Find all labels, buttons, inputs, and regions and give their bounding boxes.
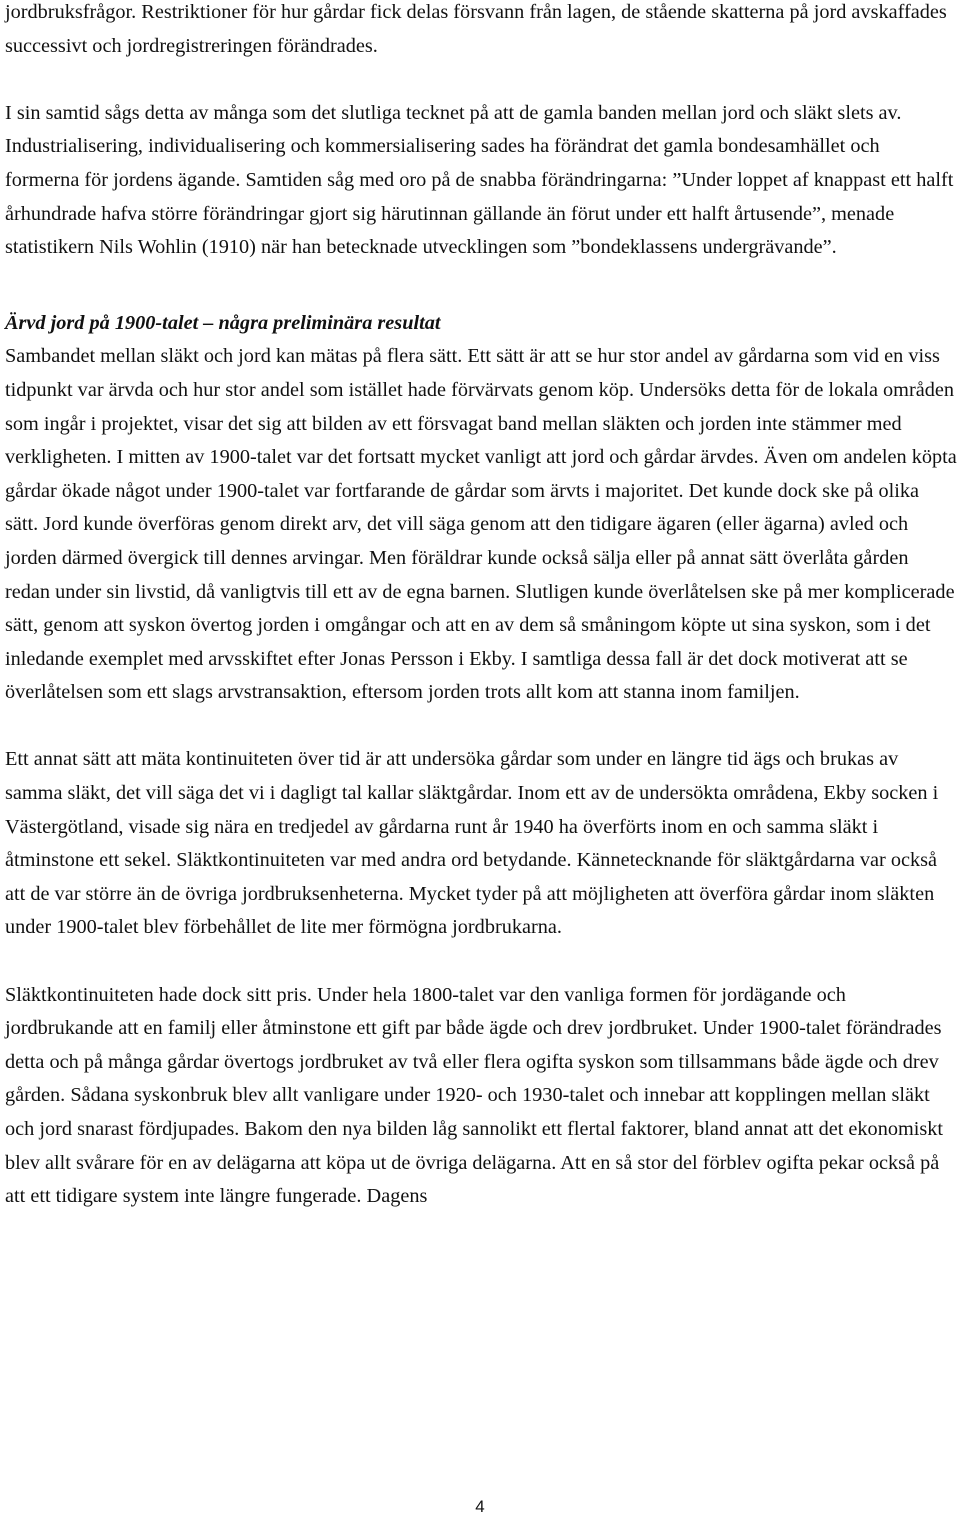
paragraph-intro-continuation: jordbruksfrågor. Restriktioner för hur gårdar fick delas försvann från lagen, de stående skatterna på jord avskaffades successivt och jordregistreringen förändrades. [5, 1, 947, 57]
paragraph-sibling-farms: Släktkontinuiteten hade dock sitt pris. Under hela 1800-talet var den vanliga formen för jordägande och jordbrukande att en familj eller åtminstone ett gift par både ägde och drev jordbruket. Under 1900-talet förändrades detta och på många gårdar övertogs jordbruket av två eller flera ogifta syskon som tillsammans både ägde och drev gården. Sådana syskonbruk blev allt vanligare under 1920- och 1930-talet och innebar att kopplingen mellan släkt och jord snarast fördjupades. Bakom den nya bilden låg sannolikt ett flertal faktorer, bland annat att det ekonomiskt blev allt svårare för en av delägarna att köpa ut de övriga delägarna. Att en så stor del förblev ogifta pekar också på att ett tidigare system inte längre fungerade. Dagens [5, 983, 944, 1208]
paragraph-contemporary-view: I sin samtid sågs detta av många som det slutliga tecknet på att de gamla banden mellan jord och släkt slets av. Industrialisering, individualisering och kommersialisering sades ha förändrat det gamla bondesamhället och formerna för jordens ägande. Samtiden såg med oro på de snabba förändringarna: ”Under loppet af knappast ett halft århundrade hafva större förändringar gjort sig härutinnan gällande än förut under ett halft årtusende”, menade statistikern Nils Wohlin (1910) när han betecknade utvecklingen som ”bondeklassens undergrävande”. [5, 101, 954, 259]
paragraph-family-farms: Ett annat sätt att mäta kontinuiteten över tid är att undersöka gårdar som under en längre tid ägs och brukas av samma släkt, det vill säga det vi i dagligt tal kallar släktgårdar. Inom ett av de undersökta områdena, Ekby socken i Västergötland, visade sig nära en tredjedel av gårdarna runt år 1940 ha överförts inom en och samma släkt i åtminstone ett sekel. Släktkontinuiteten var med andra ord betydande. Kännetecknande för släktgårdarna var också att de var större än de övriga jordbruksenheterna. Mycket tyder på att möjligheten att överföra gårdar inom släkten under 1900-talet blev förbehållet de lite mer förmögna jordbrukarna. [5, 748, 939, 939]
paragraph-inheritance-measure: Sambandet mellan släkt och jord kan mätas på flera sätt. Ett sätt är att se hur stor andel av gårdarna som vid en viss tidpunkt var ärvda och hur stor andel som istället hade förvärvats genom köp. Undersöks detta för de lokala områden som ingår i projektet, visar det sig att bilden av ett försvagat band mellan släkten och jorden inte stämmer med verkligheten. I mitten av 1900-talet var det fortsatt mycket vanligt att jord och gårdar ärvdes. Även om andelen köpta gårdar ökade något under 1900-talet var fortfarande de gårdar som ärvts i majoritet. Det kunde dock ske på olika sätt. Jord kunde överföras genom direkt arv, det vill säga genom att den tidigare ägaren (eller ägarna) avled och jorden därmed övergick till dennes arvingar. Men föräldrar kunde också sälja eller på annat sätt överlåta gården redan under sin livstid, då vanligtvis till ett av de egna barnen. Slutligen kunde överlåtelsen ske på mer komplicerade sätt, genom att syskon övertog jorden i omgångar och att en av dem så småningom köpte ut sina syskon, som i det inledande exemplet med arvsskiftet efter Jonas Persson i Ekby. I samtliga dessa fall är det dock motiverat att se överlåtelsen som ett slags arvstransaktion, eftersom jorden trots allt kom att stanna inom familjen. [5, 345, 957, 704]
page-number: 4 [475, 1497, 485, 1516]
section-heading: Ärvd jord på 1900-talet – några preliminära resultat [5, 311, 441, 334]
document-page [5, 0, 957, 1214]
